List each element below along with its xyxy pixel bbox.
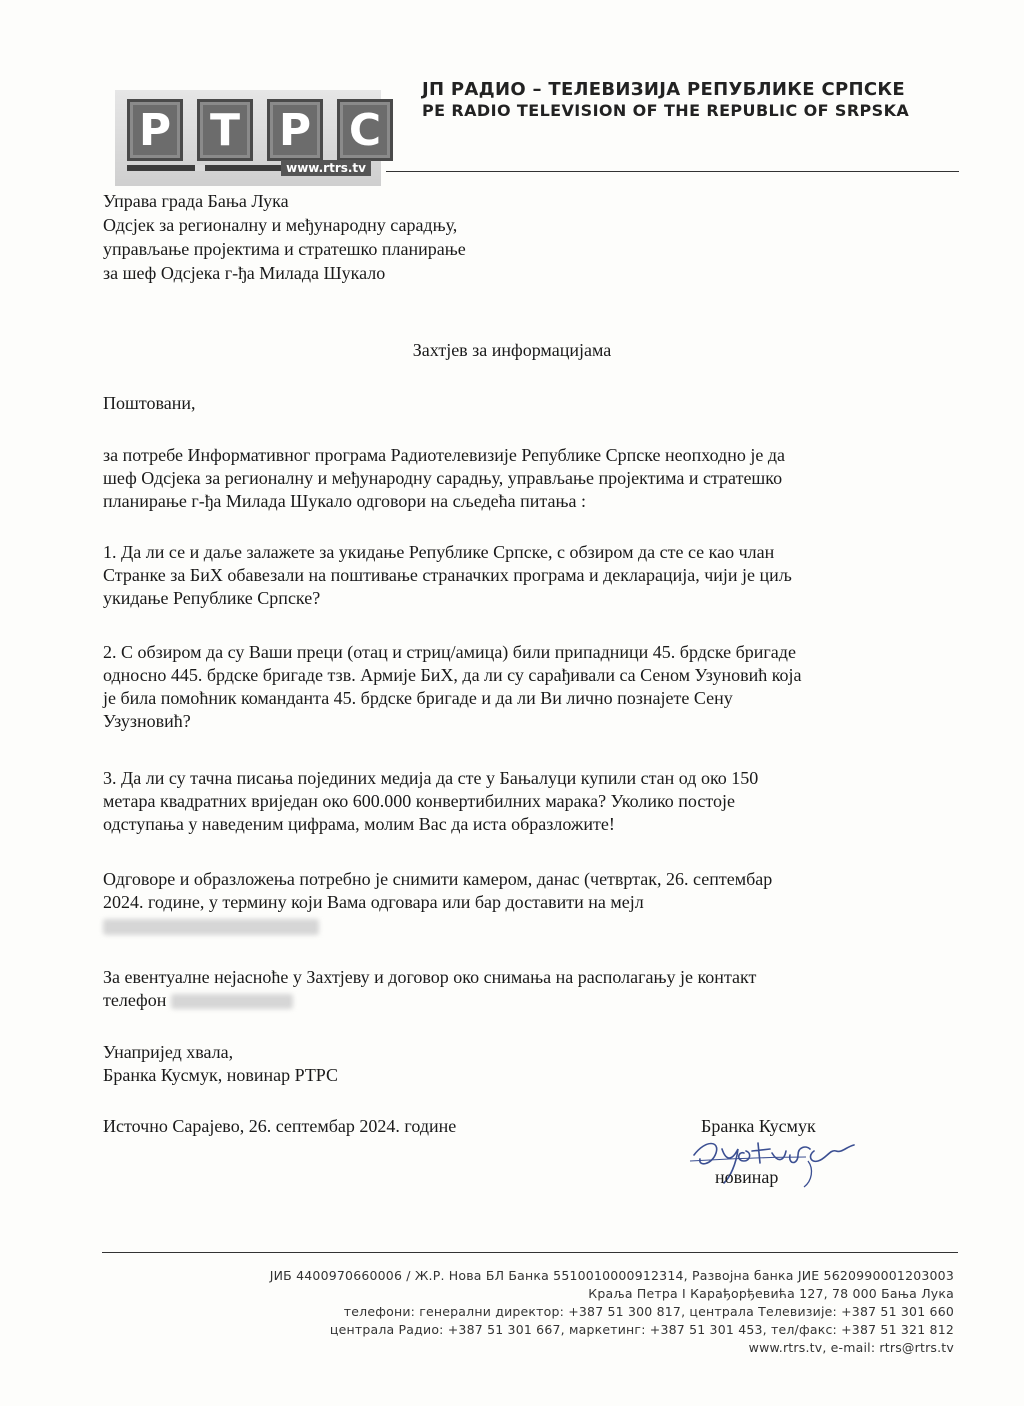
intro-paragraph — [103, 444, 785, 513]
question-line: 2. С обзиром да су Ваши преци (отац и стриц/амица) били припадници 45. брдске бригаде — [103, 642, 796, 662]
logo-bar — [127, 165, 297, 171]
footer-line: телефони: генерални директор: +387 51 300 817, централа Телевизије: +387 51 301 660 — [343, 1304, 954, 1319]
question-line: одступања у наведеним цифрама, молим Вас да иста образложите! — [103, 814, 615, 834]
closing-line: Унапријед хвала, — [103, 1042, 234, 1062]
footer-line: централа Радио: +387 51 301 667, маркетинг: +387 51 301 453, тел/факс: +387 51 321 812 — [329, 1322, 954, 1337]
contact-paragraph — [103, 966, 756, 1012]
intro-line: планирање г-ђа Милада Шукало одговори на сљедећа питања : — [103, 491, 586, 511]
logo-letter: Р — [127, 99, 183, 161]
question-line: Узузновић? — [103, 711, 191, 731]
org-name-serbian: ЈП РАДИО – ТЕЛЕВИЗИЈА РЕПУБЛИКЕ СРПСКЕ — [422, 79, 905, 100]
question-line: метара квадратних вриједан око 600.000 конвертибилних марака? Уколико постоје — [103, 791, 735, 811]
logo-letter: Р — [267, 99, 323, 161]
footer-line: www.rtrs.tv, e-mail: rtrs@rtrs.tv — [748, 1340, 954, 1355]
logo-letter: С — [337, 99, 393, 161]
question-3 — [103, 767, 758, 836]
question-2 — [103, 641, 802, 733]
closing-line: Бранка Кусмук, новинар РТРС — [103, 1065, 339, 1085]
signature-name: Бранка Кусмук — [701, 1116, 816, 1136]
intro-line: за потребе Информативног програма Радиотелевизије Републике Српске неопходно је да — [103, 445, 785, 465]
recipient-line: Одсјек за регионалну и међународну сарадњу, — [103, 215, 458, 235]
org-name-english: PE RADIO TELEVISION OF THE REPUBLIC OF SRPSKA — [422, 101, 910, 120]
header-divider — [386, 171, 959, 172]
footer-line: Краља Петра I Карађорђевића 127, 78 000 Бања Лука — [588, 1286, 954, 1301]
question-line: 1. Да ли се и даље залажете за укидање Републике Српске, с обзиром да сте се као члан — [103, 542, 775, 562]
question-line: односно 445. брдске бригаде тзв. Армије БиХ, да ли су сарађивали са Сеном Узуновић која — [103, 665, 802, 685]
redacted-phone — [171, 994, 293, 1009]
salutation: Поштовани, — [103, 393, 196, 413]
question-line: 3. Да ли су тачна писања појединих медија да сте у Бањалуци купили стан од око 150 — [103, 768, 759, 788]
question-1 — [103, 541, 792, 610]
answers-paragraph — [103, 868, 772, 937]
question-line: Странке за БиХ обавезали на поштивање страначких програма и декларација, чији је циљ — [103, 565, 792, 585]
recipient-line: Управа града Бања Лука — [103, 191, 289, 211]
intro-line: шеф Одсјека за регионалну и међународну сарадњу, управљање пројектима и стратешко — [103, 468, 783, 488]
redacted-email — [103, 919, 319, 935]
footer-line: ЈИБ 4400970660006 / Ж.Р. Нова БЛ Банка 5510010000912314, Развојна банка ЈИЕ 5620990001203003 — [269, 1268, 954, 1283]
recipient-line: за шеф Одсјека г-ђа Милада Шукало — [103, 263, 386, 283]
place-date: Источно Сарајево, 26. септембар 2024. године — [103, 1116, 457, 1136]
recipient-block — [103, 189, 466, 285]
contact-line: телефон — [103, 990, 167, 1010]
contact-line: За евентуалне нејасноће у Захтјеву и договор око снимања на располагању је контакт — [103, 967, 757, 987]
answers-line: 2024. године, у термину који Вама одговара или бар доставити на мејл — [103, 892, 644, 912]
answers-line: Одговоре и образложења потребно је снимити камером, данас (четвртак, 26. септембар — [103, 869, 773, 889]
rtrs-logo — [115, 90, 381, 186]
logo-url: www.rtrs.tv — [281, 160, 371, 176]
closing-block — [103, 1041, 338, 1087]
logo-letter: Т — [197, 99, 253, 161]
letter-title: Захтјев за информацијама — [412, 340, 612, 360]
footer-divider — [102, 1252, 958, 1253]
question-line: укидање Републике Српске? — [103, 588, 321, 608]
signature-role: новинар — [715, 1167, 779, 1187]
recipient-line: управљање пројектима и стратешко планирање — [103, 239, 466, 259]
question-line: је била помоћник команданта 45. брдске бригаде и да ли Ви лично познајете Сену — [103, 688, 733, 708]
